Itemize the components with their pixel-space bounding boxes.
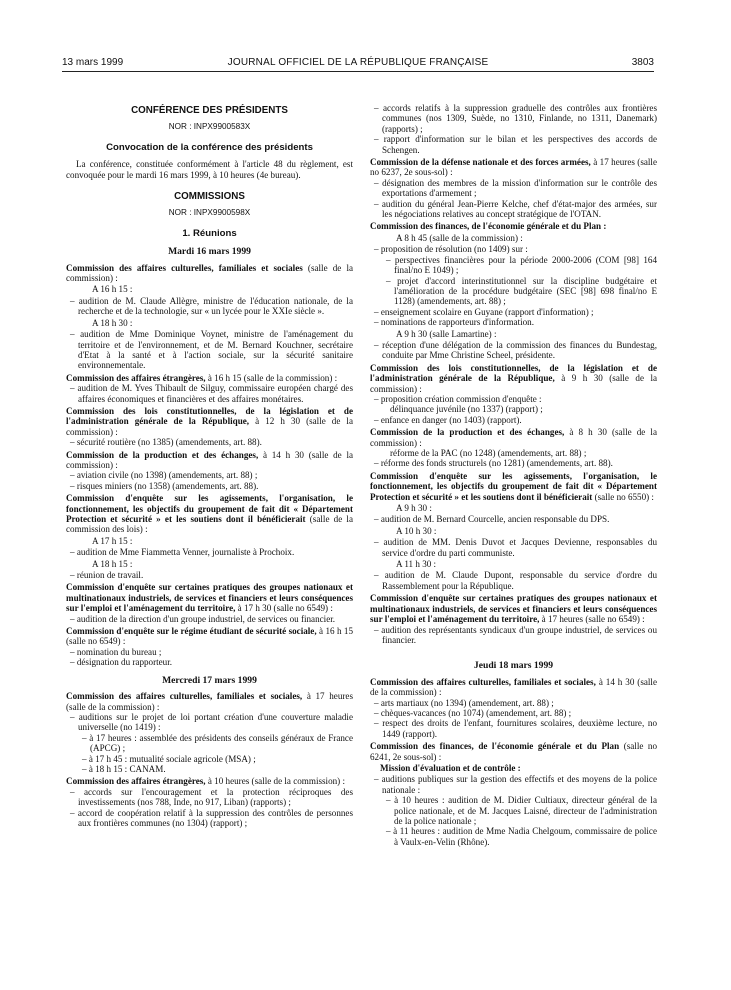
commission-heading: Commission des finances, de l'économie générale et du Plan : — [370, 221, 607, 232]
commission-heading: Commission des affaires culturelles, familiales et sociales, à 17 heures (salle de la commission) : — [66, 691, 353, 712]
mission-heading: Mission d'évaluation et de contrôle : — [380, 762, 521, 773]
agenda-item: – proposition de résolution (no 1409) sur : — [374, 244, 528, 255]
commission-heading: Commission de la défense nationale et des forces armées, à 17 heures (salle no 6237, 2e sous-sol) : — [370, 157, 657, 178]
day-title-wednesday: Mercredi 17 mars 1999 — [162, 674, 257, 686]
agenda-text: délinquance juvénile (no 1337) (rapport) ; — [390, 404, 543, 415]
page-header — [62, 57, 654, 71]
agenda-item: – risques miniers (no 1358) (amendements, art. 88). — [70, 480, 259, 491]
agenda-subitem: – à 11 heures : audition de Mme Nadia Chelgoum, commissaire de police à Vaulx-en-Velin (Rhône). — [386, 826, 657, 847]
agenda-text: réforme de la PAC (no 1248) (amendements, art. 88) ; — [390, 448, 587, 458]
left-column — [66, 103, 353, 828]
time-slot: A 17 h 15 : — [92, 535, 133, 546]
agenda-subitem: – à 10 heures : audition de M. Didier Cultiaux, directeur général de la police nationale, et de M. Jacques Laisné, directeur de l'administration de la police nationale ; — [386, 795, 657, 826]
time-slot: A 16 h 15 : — [92, 284, 133, 295]
commissions-nor: NOR : INPX9900598X — [168, 208, 251, 218]
agenda-item: – nomination du bureau ; — [70, 646, 162, 657]
reunions-title: 1. Réunions — [182, 227, 237, 239]
day-title-thursday: Jeudi 18 mars 1999 — [473, 660, 554, 672]
commission-heading: Commission d'enquête sur les agissements, l'organisation, le fonctionnement, les objectifs du groupement de fait dit « Département Protection et sécurité » et les soutiens dont il bénéficierait (salle no 6550) : — [370, 470, 657, 502]
commission-heading: Commission d'enquête sur certaines pratiques des groupes nationaux et multinationaux industriels, de services et financiers et leurs conséquences sur l'emploi et l'aménagement du territoire, à 17 heures (salle no 6549) : — [370, 593, 657, 625]
agenda-item: – auditions sur le projet de loi portant création d'une couverture maladie universelle (no 1419) : — [70, 711, 353, 733]
agenda-item: – audition de M. Claude Dupont, responsable du service d'ordre du Rassemblement pour la République. — [374, 570, 657, 591]
time-slot: A 10 h 30 : — [396, 525, 437, 536]
commission-heading: Commission d'enquête sur le régime étudiant de sécurité sociale, à 16 h 15 (salle no 6549) : — [66, 626, 353, 647]
commission-heading: Commission des affaires étrangères, à 10 heures (salle de la commission) : — [66, 776, 346, 787]
agenda-item: – accords relatifs à la suppression graduelle des contrôles aux frontières communes (nos 1309, Suède, no 1310, Finlande, no 1311, Danemark) (rapports) ; — [374, 103, 657, 134]
agenda-item: – nominations de rapporteurs d'information. — [374, 317, 534, 328]
commission-heading: Commission des affaires culturelles, familiales et sociales (salle de la commission) : — [66, 262, 354, 284]
commission-heading: Commission des affaires étrangères, à 16 h 15 (salle de la commission) : — [66, 372, 338, 383]
header-journal-title: JOURNAL OFFICIEL DE LA RÉPUBLIQUE FRANÇAISE — [227, 57, 489, 68]
commission-heading: Commission de la production et des échanges, à 8 h 30 (salle de la commission) : — [370, 427, 657, 448]
agenda-item: – enfance en danger (no 1403) (rapport). — [374, 414, 522, 425]
agenda-item: – audition de M. Bernard Courcelle, ancien responsable du DPS. — [374, 514, 610, 525]
agenda-item: – auditions publiques sur la gestion des effectifs et des moyens de la police nationale : — [374, 774, 657, 795]
agenda-item: – respect des droits de l'enfant, fournitures scolaires, deuxième lecture, no 1449 (rapport). — [374, 718, 657, 739]
commission-heading: Commission de la production et des échanges, à 14 h 30 (salle de la commission) : — [66, 449, 354, 470]
agenda-item: – audition de la direction d'un groupe industriel, de services ou financier. — [70, 613, 336, 624]
agenda-item: – audition de Mme Dominique Voynet, ministre de l'aménagement du territoire et de l'environnement, et de M. Bernard Kouchner, secrétaire d'Etat à la santé et à l'action sociale, sur la sécurité sanitaire environnementale. — [70, 329, 353, 371]
agenda-item: – audition de M. Claude Allègre, ministre de l'éducation nationale, de la recherche et de la technologie, sur « un lycée pour le XXIe siècle ». — [70, 295, 353, 317]
agenda-item: – accords sur l'encouragement et la protection réciproques des investissements (nos 788, Inde, no 917, Liban) (rapports) ; — [70, 786, 353, 808]
agenda-item: – audition de M. Yves Thibault de Silguy, commissaire européen chargé des affaires économiques et financières et des affaires monétaires. — [70, 383, 353, 404]
right-column — [370, 103, 657, 847]
commission-heading: Commission des lois constitutionnelles, de la législation et de l'administration générale de la République, à 12 h 30 (salle de la commission) : — [66, 405, 353, 437]
header-date: 13 mars 1999 — [62, 57, 124, 68]
commission-heading: Commission des finances, de l'économie générale et du Plan (salle no 6241, 2e sous-sol) : — [370, 741, 658, 762]
header-rule — [62, 71, 654, 72]
conference-title: CONFÉRENCE DES PRÉSIDENTS — [131, 105, 288, 116]
agenda-item: – réforme des fonds structurels (no 1281) (amendements, art. 88). — [374, 458, 613, 469]
agenda-item: – audition de Mme Fiammetta Venner, journaliste à Prochoix. — [70, 547, 295, 558]
agenda-item: – sécurité routière (no 1385) (amendements, art. 88). — [70, 437, 262, 448]
agenda-item: – audition de MM. Denis Duvot et Jacques Devienne, responsables du service d'ordre du parti communiste. — [374, 537, 657, 558]
commissions-title: COMMISSIONS — [174, 191, 245, 203]
agenda-item: – désignation du rapporteur. — [70, 657, 173, 668]
header-page-number: 3803 — [631, 57, 654, 68]
day-title-tuesday: Mardi 16 mars 1999 — [168, 246, 251, 258]
commission-heading: Commission des affaires culturelles, familiales et sociales, à 14 h 30 (salle de la commission) : — [370, 676, 657, 698]
convocation-text: La conférence, constituée conformément à l'article 48 du règlement, est convoquée pour le mardi 16 mars 1999, à 10 heures (4e bureau). — [66, 159, 353, 180]
agenda-item: – audition des représentants syndicaux d'un groupe industriel, de services ou financier. — [374, 624, 657, 645]
agenda-subitem: – à 17 heures : assemblée des présidents des conseils généraux de France (APCG) ; — [82, 732, 353, 754]
agenda-subitem: – à 18 h 15 : CANAM. — [82, 763, 166, 774]
time-slot: A 11 h 30 : — [396, 559, 437, 570]
agenda-item: – chèques-vacances (no 1074) (amendement, art. 88) ; — [374, 707, 572, 718]
time-slot: A 9 h 30 : — [396, 503, 432, 514]
commission-heading: Commission des lois constitutionnelles, de la législation et de l'administration générale de la République, à 9 h 30 (salle de la commission) : — [370, 362, 658, 394]
time-slot: A 8 h 45 (salle de la commission) : — [396, 232, 523, 243]
convocation-title: Convocation de la conférence des présidents — [106, 141, 313, 153]
agenda-item: – arts martiaux (no 1394) (amendement, art. 88) ; — [374, 697, 554, 708]
agenda-item: – désignation des membres de la mission d'information sur le contrôle des exportations d'armement ; — [374, 177, 657, 199]
agenda-subitem: – perspectives financières pour la période 2000-2006 (COM [98] 164 final/no E 1049) ; — [386, 254, 657, 276]
agenda-subitem: – projet d'accord interinstitutionnel sur la discipline budgétaire et l'amélioration de la procédure budgétaire (SEC [98] 698 final/no E 1128) (amendements, art. 88) ; — [386, 275, 657, 307]
commission-heading: Commission d'enquête sur les agissements, l'organisation, le fonctionnement, les objectifs du groupement de fait dit « Département Protection et sécurité » et les soutiens dont il bénéficierait (salle de la commission des lois) : — [66, 493, 354, 535]
agenda-item: – réunion de travail. — [70, 570, 144, 581]
agenda-item: – accord de coopération relatif à la suppression des contrôles de personnes aux frontières communes (no 1304) (rapport) ; — [70, 807, 353, 828]
commission-heading: Commission d'enquête sur certaines pratiques des groupes nationaux et multinationaux industriels, de services et financiers et leurs conséquences sur l'emploi et l'aménagement du territoire, à 17 h 30 (salle no 6549) : — [66, 582, 353, 614]
agenda-item: – réception d'une délégation de la commission des finances du Bundestag, conduite par Mme Christine Scheel, présidente. — [374, 339, 657, 361]
agenda-item: – proposition création commission d'enquête : — [374, 393, 542, 404]
time-slot: A 18 h 30 : — [92, 317, 133, 328]
time-slot: A 9 h 30 (salle Lamartine) : — [396, 328, 497, 339]
conference-nor: NOR : INPX9900583X — [168, 122, 251, 132]
agenda-item: – aviation civile (no 1398) (amendements, art. 88) ; — [70, 470, 258, 481]
agenda-item: – audition du général Jean-Pierre Kelche, chef d'état-major des armées, sur les négociations relatives au concept stratégique de l'OTAN. — [374, 198, 657, 220]
agenda-item: – rapport d'information sur le bilan et les perspectives des accords de Schengen. — [374, 134, 657, 155]
agenda-subitem: – à 17 h 45 : mutualité sociale agricole (MSA) ; — [82, 753, 256, 764]
time-slot: A 18 h 15 : — [92, 558, 133, 569]
agenda-item: – enseignement scolaire en Guyane (rapport d'information) ; — [374, 306, 594, 317]
